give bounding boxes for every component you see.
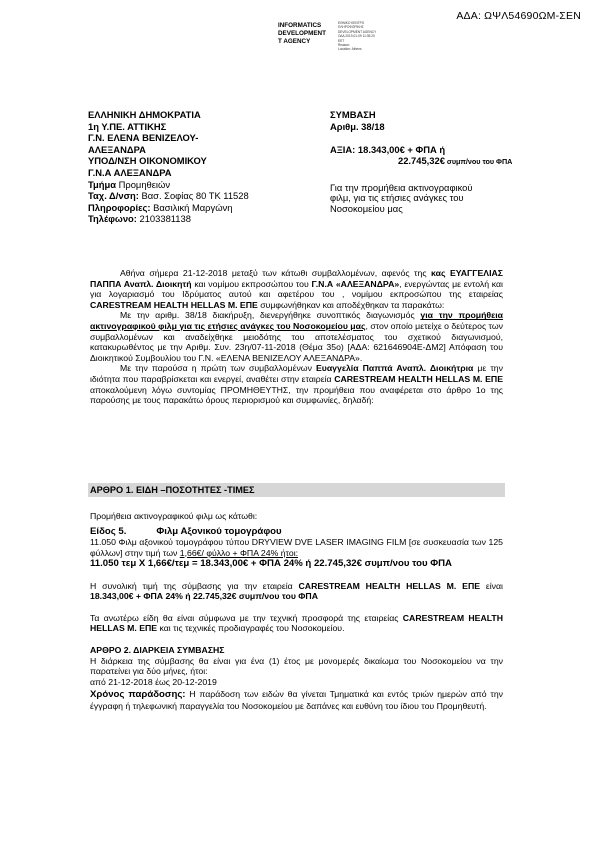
contract-block <box>330 109 512 214</box>
contact-line: Πληροφορίες: Βασιλική Μαργώνη <box>88 201 233 213</box>
issuer-line: Γ.Ν. ΕΛΕΝΑ ΒΕΝΙΖΕΛΟΥ- <box>88 132 199 144</box>
duration-dates: από 21-12-2018 έως 20-12-2019 <box>90 676 217 687</box>
contract-body <box>90 268 503 406</box>
paragraph-parties: Αθήνα σήμερα 21-12-2018 μεταξύ των κάτωθι συμβαλλομένων, αφενός της κας ΕΥΑΓΓΕΛΙΑΣ ΠΑΠΠΑ Αναπλ. Διοικητή και νομίμου εκπροσώπου του Γ.Ν.Α «ΑΛΕΞΑΝΔΡΑ», ενεργώντας με εντολή και για λογαριασμό του Ιδρύματος αυτού και αφετέρου του , νομίμου εκπροσώπου της εταιρείας CARESTREAM HEALTH HELLAS Μ. ΕΠΕ συμφωνήθηκαν και αποδέχθηκαν τα παρακάτω: <box>90 268 503 310</box>
stamp-line: ΠΛΗΡΟΦΟΡΙΚΗΣ <box>338 25 364 30</box>
stamp-line: ΕΘΝΙΚΟ ΚΕΝΤΡΟ <box>338 21 365 25</box>
contract-total: Η συνολική τιμή της σύμβασης για την εταιρεία CARESTREAM HEALTH HELLAS Μ. ΕΠΕ είναι 18.343,00€ + ΦΠΑ 24% ή 22.745,32€ συμπ/νου του ΦΠΑ <box>90 580 503 602</box>
issuer-line: 1η Υ.ΠΕ. ΑΤΤΙΚΗΣ <box>88 120 167 132</box>
issuer-line: Γ.Ν.Α ΑΛΕΞΑΝΔΡΑ <box>88 166 172 178</box>
issuer-line: ΕΛΛΗΝΙΚΗ ΔΗΜΟΚΡΑΤΙΑ <box>88 109 201 120</box>
phone-line: Τηλέφωνο: 2103381138 <box>88 213 191 225</box>
contract-value-gross: 22.745,32€ συμπ/νου του ΦΠΑ <box>398 155 513 167</box>
stamp-line: ΟΔΑ 2019-01-09 11:35:20 <box>338 34 375 39</box>
technical-conformity: Τα ανωτέρω είδη θα είναι σύμφωνα με την τεχνική προσφορά της εταιρείας CARESTREAM HEALTH HELLAS Μ. ΕΠΕ και τις τεχνικές προδιαγραφές του Νοσοκομείου. <box>90 612 503 634</box>
paragraph-tender: Με την αριθμ. 38/18 διακήρυξη, διενεργήθηκε συνοπτικός διαγωνισμός για την προμήθεια ακτινογραφικού φιλμ για τις ετήσιες ανάγκες του Νοσοκομείου μας, στον οποίο μετείχε ο δεύτερος των συμβαλλομένων και αναδείχθηκε μειοδότης του αποτελέσματος του σχετικού διαγωνισμού, κατακυρωθέντος με την Αριθμ. Συν. 23η/07-11-2018 (Θέμα 35ο) [ΑΔΑ: 621646904Ε-ΔΜ2] Απόφαση του Διοικητικού Συμβουλίου του Γ.Ν. «ΕΛΕΝΑ ΒΕΝΙΖΕΛΟΥ ΑΛΕΞΑΝΔΡΑ». <box>90 310 503 363</box>
supply-line: Προμήθεια ακτινογραφικού φιλμ ως κάτωθι: <box>90 511 258 521</box>
address-line: Ταχ. Δ/νση: Βασ. Σοφίας 80 ΤΚ 11528 <box>88 190 249 202</box>
article-1-heading: ΑΡΘΡΟ 1. ΕΙΔΗ –ΠΟΣΟΤΗΤΕΣ -ΤΙΜΕΣ <box>88 483 505 497</box>
article-2-heading: ΑΡΘΡΟ 2. ΔΙΑΡΚΕΙΑ ΣΥΜΒΑΣΗΣ <box>90 644 225 655</box>
stamp-line: Reason: <box>338 43 350 48</box>
item-total: 11.050 τεμ Χ 1,66€/τεμ = 18.343,00€ + ΦΠΑ 24% ή 22.745,32€ συμπ/νου του ΦΠΑ <box>90 558 452 570</box>
logo-line: DEVELOPMENT <box>278 30 326 37</box>
paragraph-assignment: Με την παρούσα η πρώτη των συμβαλλομένων Ευαγγελία Παππά Αναπλ. Διοικήτρια με την ιδιότητα που παραβρίσκεται και ενεργεί, αναθέτει στην εταιρεία CARESTREAM HEALTH HELLAS Μ. ΕΠΕ αποκαλούμενη λόγω συντομίας ΠΡΟΜΗΘΕΥΤΗΣ, την προμήθεια που αναφέρεται στο άρθρο 1ο της παρούσης με τους παρακάτω όρους περιορισμού και συμφωνίες, δηλαδή: <box>90 363 503 406</box>
item-heading: Είδος 5. Φιλμ Αξονικού τομογράφου <box>90 525 282 537</box>
issuer-block <box>88 109 249 225</box>
duration-text: Η διάρκεια της σύμβασης θα είναι για ένα (1) έτος με μονομερές δικαίωμα του Νοσοκομείου να την παρατείνει για δύο μήνες, ήτοι: <box>90 655 503 677</box>
issuer-line: ΑΛΕΞΑΝΔΡΑ <box>88 143 146 155</box>
issuer-line: ΥΠΟΔ/ΝΣΗ ΟΙΚΟΝΟΜΙΚΟΥ <box>88 155 207 167</box>
stamp-line: EET <box>338 38 345 43</box>
logo-line: INFORMATICS <box>278 22 322 29</box>
contract-value: ΑΞΙΑ: 18.343,00€ + ΦΠΑ ή <box>330 143 446 155</box>
logo-text <box>278 22 326 46</box>
logo-line: T AGENCY <box>278 38 311 45</box>
contract-label: ΣΥΜΒΑΣΗ <box>330 109 376 120</box>
item-description: 11.050 Φιλμ αξονικού τομογράφου τύπου DRYVIEW DVE LASER IMAGING FILM [σε συσκευασία των 125 φύλλων] στην τιμή των 1,66€/ φύλλο + ΦΠΑ 24% ήτοι: <box>90 537 503 558</box>
contract-number: Αριθμ. 38/18 <box>330 120 385 132</box>
stamp-line: Location: Athens <box>338 47 362 52</box>
ada-code: ΑΔΑ: ΩΨΛ54690ΩΜ-ΣΕΝ <box>456 10 581 22</box>
signature-stamp <box>338 21 384 52</box>
contract-subject: Για την προμήθεια ακτινογραφικού φιλμ, για τις ετήσιες ανάγκες του Νοσοκομείου μας <box>330 181 473 214</box>
stamp-line: DEVELOPMENT AGENCY <box>338 29 377 34</box>
department-line: Τμήμα Προμηθειών <box>88 178 171 190</box>
article-1-body <box>90 511 503 711</box>
delivery-terms: Χρόνος παράδοσης: Η παράδοση των ειδών θα γίνεται Τμηματικά και εντός τριών ημερών από την έγγραφη ή τηλεφωνική παραγγελία του Νοσοκομείου με δαπάνες και ευθύνη του ίδιου του Προμηθευτή. <box>90 689 503 711</box>
